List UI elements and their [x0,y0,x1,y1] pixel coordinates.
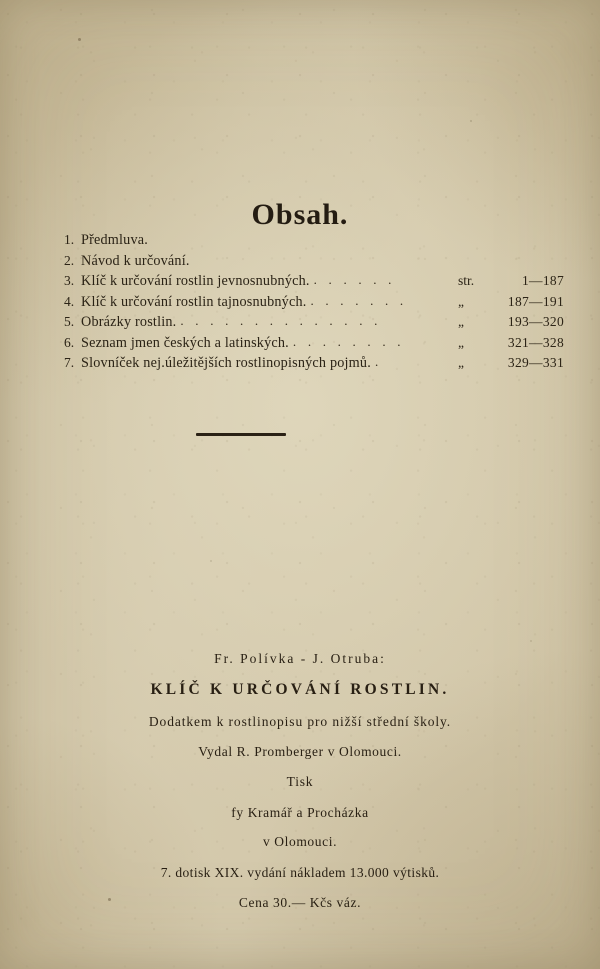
toc-entry [64,314,564,335]
colophon-print-label: Tisk [286,774,314,789]
toc-entry-leader: . . . . . . . [310,292,408,308]
toc-entry-number: 7. [64,355,75,370]
paper-fleck [78,38,81,41]
toc-entry-label: Klíč k určování rostlin tajnosnubných. [81,293,307,310]
toc-entry-label: Obrázky rostlin. [81,314,177,330]
colophon [0,652,600,910]
toc-entry-number: 4. [64,293,75,309]
toc-entry-pages: 187—191 [507,293,564,309]
toc-entry-label: Předmluva. [81,232,149,248]
toc-entry [64,335,564,356]
toc-entry-pages: 321—328 [507,334,564,350]
toc-entry-leader: . . . . . . [313,272,396,287]
toc-entry-pages: 329—331 [507,355,564,370]
colophon-printer: fy Kramář a Procházka [231,804,369,820]
section-divider-rule [196,433,286,436]
colophon-edition: 7. dotisk XIX. vydání nákladem 13.000 výtisků. [160,864,440,880]
toc-entry-label: Návod k určování. [81,252,190,269]
toc-entry-number: 3. [64,273,75,288]
colophon-subtitle: Dodatkem k rostlinopisu pro nižší střední školy. [148,714,452,729]
toc-entry-leader: . [374,354,383,369]
toc-entry-leader: . . . . . . . . . . . . . . [180,313,382,328]
toc-entry-label: Klíč k určování rostlin jevnosnubných. [81,273,310,289]
toc-entry-page-prefix: „ [458,334,464,350]
toc-entry-page-prefix: „ [458,293,464,309]
paper-fleck [210,560,212,562]
colophon-city: v Olomouci. [262,834,338,849]
colophon-book-title: KLÍČ K URČOVÁNÍ ROSTLIN. [150,680,450,698]
colophon-price: Cena 30.— Kčs váz. [238,895,362,910]
toc-entry-leader: . . . . . . . . [292,333,405,349]
toc-entry-page-prefix: „ [458,314,464,329]
toc-entry [64,232,564,253]
toc-entry-label: Slovníček nej.úležitějších rostlinopisných pojmů. [81,355,371,371]
toc-entry [64,294,564,315]
toc-entry-number: 6. [64,334,75,350]
toc-entry-label: Seznam jmen českých a latinských. [81,334,289,351]
paper-fleck [530,640,532,642]
toc-entry [64,253,564,274]
colophon-authors: Fr. Polívka - J. Otruba: [214,651,386,666]
toc-entry [64,355,564,376]
table-of-contents [64,232,564,376]
colophon-publisher: Vydal R. Promberger v Olomouci. [198,743,402,759]
toc-entry [64,273,564,294]
toc-entry-number: 2. [64,252,75,268]
toc-entry-number: 5. [64,314,75,329]
toc-entry-page-prefix: „ [458,355,464,370]
toc-entry-pages: 193—320 [507,314,564,329]
toc-entry-pages: 1—187 [522,273,564,288]
toc-entry-page-prefix: str. [458,273,475,288]
page-title: Obsah. [251,198,349,232]
paper-fleck [470,120,472,122]
toc-entry-number: 1. [64,232,75,247]
